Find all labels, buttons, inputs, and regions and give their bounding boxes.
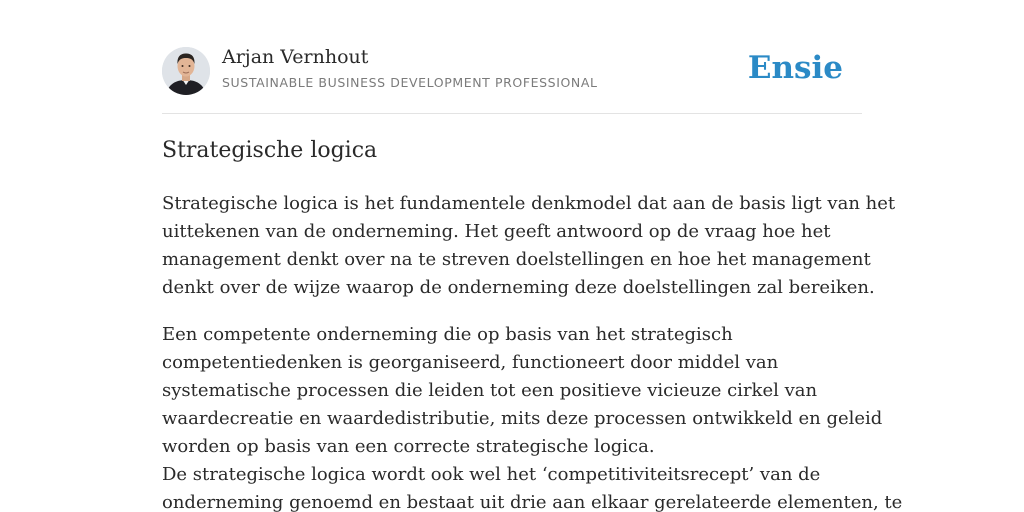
author-avatar[interactable] (162, 47, 210, 95)
paragraph-line: management denkt over na te streven doelstellingen en hoe het management (162, 249, 871, 270)
paragraph-line: De strategische logica wordt ook wel het ‘competitiviteitsrecept’ van de (162, 464, 821, 485)
paragraph-line: onderneming genoemd en bestaat uit drie aan elkaar gerelateerde elementen, te (162, 492, 903, 512)
paragraph-line: competentiedenken is georganiseerd, functioneert door middel van (162, 352, 779, 373)
article-paragraph (162, 190, 896, 302)
paragraph-line: Een competente onderneming die op basis van het strategisch (162, 324, 733, 345)
author-name[interactable]: Arjan Vernhout (222, 46, 369, 68)
header-divider (162, 113, 862, 114)
author-role: SUSTAINABLE BUSINESS DEVELOPMENT PROFESSIONAL (222, 75, 598, 90)
avatar-portrait-icon (162, 47, 210, 95)
paragraph-line: waardecreatie en waardedistributie, mits deze processen ontwikkeld en geleid (162, 408, 883, 429)
paragraph-line: worden op basis van een correcte strategische logica. (162, 436, 655, 457)
paragraph-line: uittekenen van de onderneming. Het geeft antwoord op de vraag hoe het (162, 221, 831, 242)
paragraph-line: systematische processen die leiden tot een positieve vicieuze cirkel van (162, 380, 818, 401)
paragraph-line: denkt over de wijze waarop de onderneming deze doelstellingen zal bereiken. (162, 277, 875, 298)
ensie-logo[interactable]: Ensie (747, 50, 843, 86)
article-body (162, 190, 903, 512)
article-title: Strategische logica (162, 138, 378, 163)
article-paragraph (162, 321, 903, 512)
author-header (162, 46, 862, 96)
paragraph-line: Strategische logica is het fundamentele denkmodel dat aan de basis ligt van het (162, 193, 896, 214)
